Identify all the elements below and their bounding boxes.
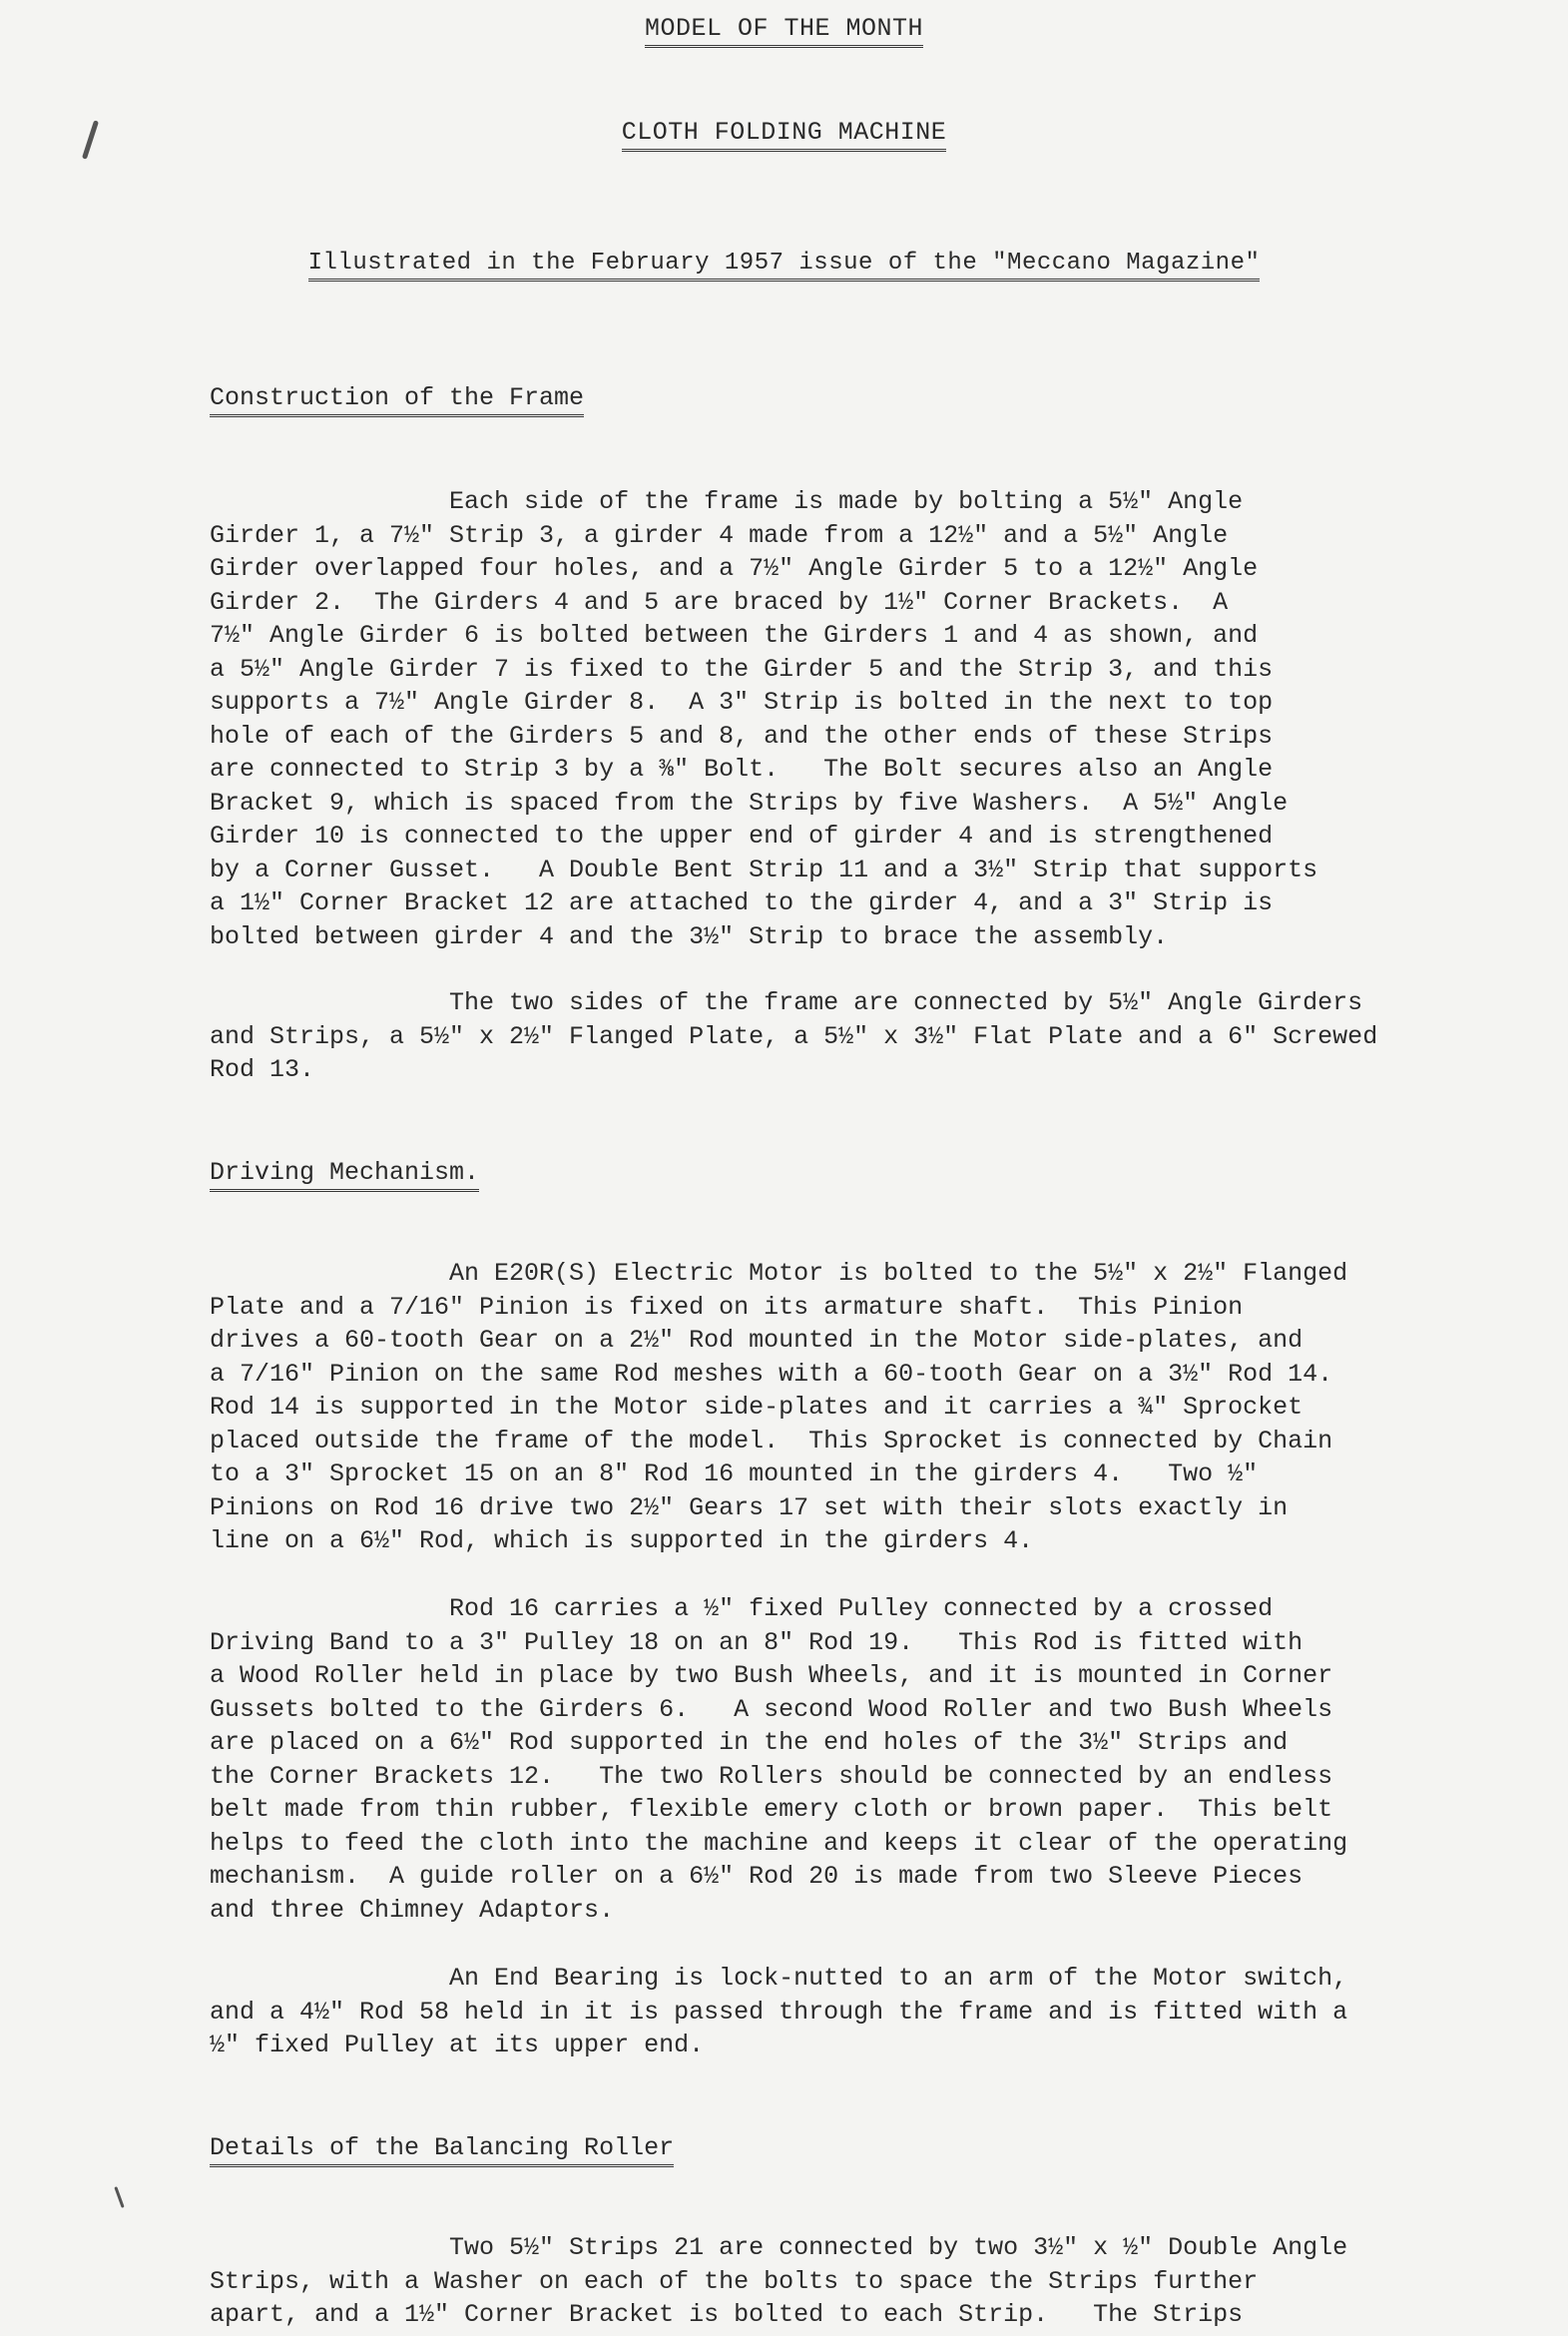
text-line: placed outside the frame of the model. This Sprocket is connected by Chain	[210, 1426, 1333, 1456]
text-line: Girder 2. The Girders 4 and 5 are braced by 1½" Corner Brackets. A	[210, 587, 1229, 617]
paper-mark	[114, 2186, 124, 2208]
section-heading-frame: Construction of the Frame	[210, 383, 584, 417]
text-line: Pinions on Rod 16 drive two 2½" Gears 17 set with their slots exactly in	[210, 1492, 1289, 1522]
text-line: An E20R(S) Electric Motor is bolted to the 5½" x 2½" Flanged	[210, 1259, 1348, 1288]
text-line: Two 5½" Strips 21 are connected by two 3½" x ½" Double Angle	[210, 2233, 1348, 2262]
text-line: Plate and a 7/16" Pinion is fixed on its armature shaft. This Pinion	[210, 1292, 1244, 1322]
text-line: a 1½" Corner Bracket 12 are attached to the girder 4, and a 3" Strip is	[210, 888, 1274, 917]
text-line: are connected to Strip 3 by a ⅜" Bolt. The Bolt secures also an Angle	[210, 755, 1274, 784]
text-line: a Wood Roller held in place by two Bush Wheels, and it is mounted in Corner	[210, 1661, 1333, 1690]
text-line: and three Chimney Adaptors.	[210, 1895, 615, 1925]
paragraph-driving-3	[210, 1962, 1507, 2062]
text-line: Driving Band to a 3" Pulley 18 on an 8" Rod 19. This Rod is fitted with	[210, 1627, 1304, 1657]
text-line: mechanism. A guide roller on a 6½" Rod 20 is made from two Sleeve Pieces	[210, 1862, 1304, 1891]
text-line: a 7/16" Pinion on the same Rod meshes with a 60-tooth Gear on a 3½" Rod 14.	[210, 1359, 1333, 1389]
text-line: and a 4½" Rod 58 held in it is passed through the frame and is fitted with a	[210, 1997, 1348, 2027]
paragraph-driving-1	[210, 1257, 1507, 1558]
text-line: Rod 13.	[210, 1055, 315, 1084]
paragraph-driving-2	[210, 1592, 1507, 1927]
text-line: to a 3" Sprocket 15 on an 8" Rod 16 mounted in the girders 4. Two ½"	[210, 1460, 1259, 1488]
text-line: Rod 16 carries a ½" fixed Pulley connected by a crossed	[210, 1594, 1274, 1623]
text-line: Gussets bolted to the Girders 6. A second Wood Roller and two Bush Wheels	[210, 1694, 1333, 1724]
section-heading-balancing: Details of the Balancing Roller	[210, 2133, 674, 2167]
paragraph-frame-2	[210, 986, 1507, 1087]
text-line: line on a 6½" Rod, which is supported in the girders 4.	[210, 1526, 1034, 1555]
text-line: apart, and a 1½" Corner Bracket is bolted to each Strip. The Strips	[210, 2300, 1244, 2329]
text-line: are placed on a 6½" Rod supported in the end holes of the 3½" Strips and	[210, 1728, 1289, 1757]
document-subtitle: Illustrated in the February 1957 issue of the "Meccano Magazine"	[0, 250, 1568, 282]
text-line: a 5½" Angle Girder 7 is fixed to the Girder 5 and the Strip 3, and this	[210, 654, 1274, 684]
text-line: hole of each of the Girders 5 and 8, and the other ends of these Strips	[210, 721, 1274, 751]
text-line: Strips, with a Washer on each of the bolts to space the Strips further	[210, 2266, 1259, 2296]
text-line: Girder overlapped four holes, and a 7½" Angle Girder 5 to a 12½" Angle	[210, 554, 1259, 583]
text-line: by a Corner Gusset. A Double Bent Strip 11 and a 3½" Strip that supports	[210, 855, 1318, 884]
text-line: helps to feed the cloth into the machine and keeps it clear of the operating	[210, 1828, 1348, 1858]
text-line: Bracket 9, which is spaced from the Strips by five Washers. A 5½" Angle	[210, 788, 1289, 818]
kicker-heading: MODEL OF THE MONTH	[0, 14, 1568, 48]
text-line: 7½" Angle Girder 6 is bolted between the Girders 1 and 4 as shown, and	[210, 621, 1259, 650]
text-line: bolted between girder 4 and the 3½" Strip to brace the assembly.	[210, 921, 1169, 951]
text-line: Girder 10 is connected to the upper end of girder 4 and is strengthened	[210, 822, 1274, 851]
text-line: Rod 14 is supported in the Motor side-plates and it carries a ¾" Sprocket	[210, 1393, 1304, 1422]
text-line: the Corner Brackets 12. The two Rollers should be connected by an endless	[210, 1761, 1333, 1791]
text-line: belt made from thin rubber, flexible emery cloth or brown paper. This belt	[210, 1795, 1333, 1824]
text-line: ½" fixed Pulley at its upper end.	[210, 2031, 705, 2059]
text-line: Girder 1, a 7½" Strip 3, a girder 4 made from a 12½" and a 5½" Angle	[210, 520, 1229, 550]
document-title: CLOTH FOLDING MACHINE	[0, 118, 1568, 152]
paragraph-frame-1	[210, 485, 1507, 953]
text-line: Each side of the frame is made by bolting a 5½" Angle	[210, 487, 1244, 516]
text-line: An End Bearing is lock-nutted to an arm of the Motor switch,	[210, 1964, 1348, 1993]
text-line: supports a 7½" Angle Girder 8. A 3" Strip is bolted in the next to top	[210, 688, 1274, 717]
paragraph-balancing-1	[210, 2231, 1507, 2332]
section-heading-driving: Driving Mechanism.	[210, 1158, 479, 1192]
text-line: and Strips, a 5½" x 2½" Flanged Plate, a 5½" x 3½" Flat Plate and a 6" Screwed	[210, 1021, 1378, 1051]
text-line: drives a 60-tooth Gear on a 2½" Rod mounted in the Motor side-plates, and	[210, 1326, 1304, 1355]
text-line: The two sides of the frame are connected by 5½" Angle Girders	[210, 988, 1363, 1017]
